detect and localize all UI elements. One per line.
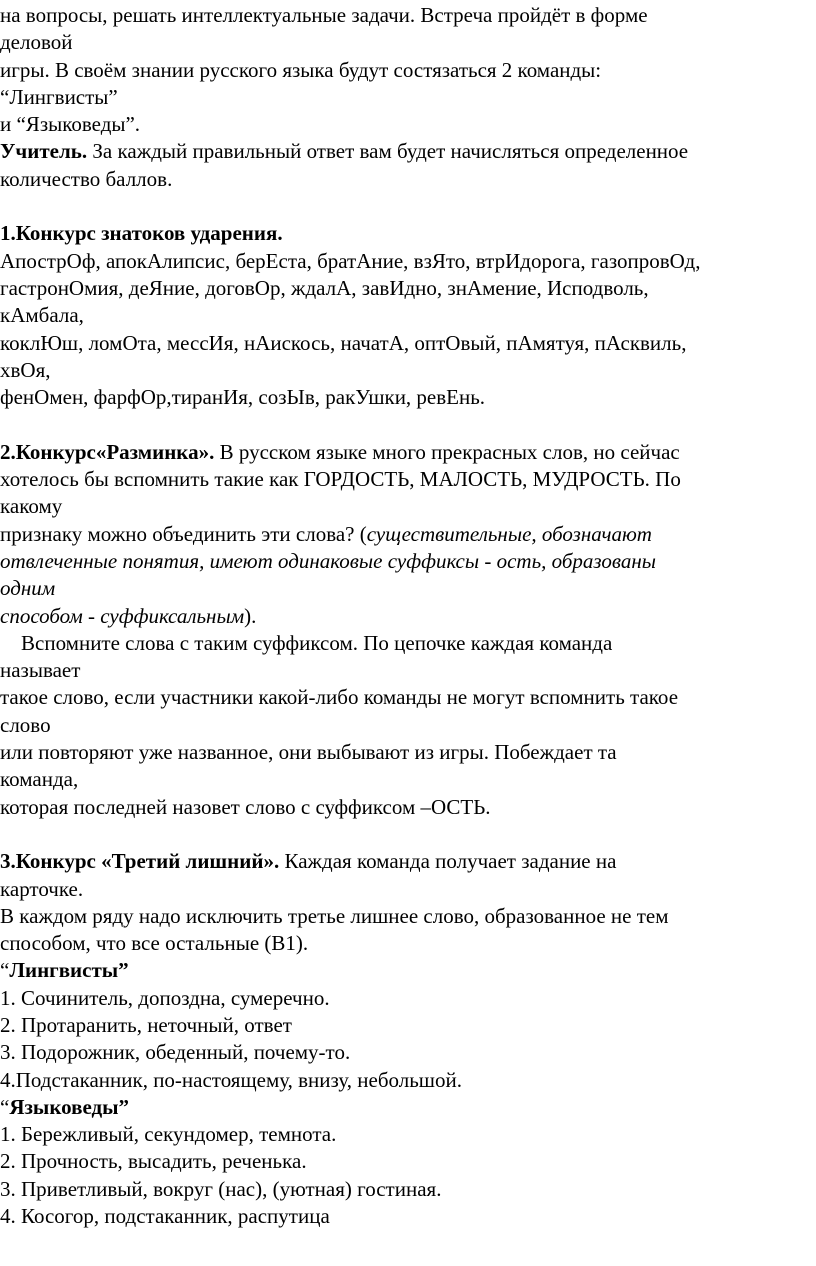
contest1-line-4: коклЮш, ломОта, мессИя, нАискось, начатА, оптОвый, пАмятуя, пАсквиль, [0,330,687,355]
contest1-title-text: 1.Конкурс знатоков ударения. [0,221,283,246]
contest3-line-4: способом, что все остальные (В1). [0,931,309,956]
intro-line-4: “Лингвисты” [0,84,118,109]
contest3-title: 3.Конкурс «Третий лишний». [0,849,280,874]
spacer [0,411,816,438]
contest3-text-1: Каждая команда получает задание на [279,849,617,874]
contest1-title [0,220,816,247]
contest3-title-line [0,848,816,875]
teacher-line-1 [0,138,816,165]
contest2-line-5 [0,548,816,575]
list-item: 1. Бережливый, секундомер, темнота. [0,1122,337,1147]
contest2-line-10: такое слово, если участники какой-либо команды не могут вспомнить такое [0,685,679,710]
contest2-line-2: хотелось бы вспомнить такие как ГОРДОСТЬ, МАЛОСТЬ, МУДРОСТЬ. По [0,467,681,492]
contest1-line-1: АпострОф, апокАлипсис, берЕста, братАние, взЯто, втрИдорога, газопровОд, [0,248,701,273]
teacher-text-1: За каждый правильный ответ вам будет начисляться определенное [87,139,689,164]
intro-line-5: и “Языковеды”. [0,112,141,137]
team2-open-quote: “ [0,1094,10,1119]
contest2-answer-4: способом - суффиксальным [0,603,245,628]
contest1-line-3: кАмбала, [0,303,84,328]
contest2-answer-1: существительные, обозначают [366,521,652,546]
contest2-answer-close: ). [244,603,257,628]
contest2-line-13: команда, [0,767,79,792]
contest2-title-line [0,439,816,466]
contest2-text-1: В русском языке много прекрасных слов, но сейчас [214,439,680,464]
contest1-line-2: гастронОмия, деЯние, договОр, ждалА, завИдно, знАмение, Исподволь, [0,275,649,300]
contest2-question: признаку можно объединить эти слова? ( [0,521,367,546]
contest2-line-7 [0,603,816,630]
contest1-line-5: хвОя, [0,357,51,382]
list-item: 4.Подстаканник, по-настоящему, внизу, небольшой. [0,1067,462,1092]
contest2-answer-2: отвлеченные понятия, имеют одинаковые суффиксы - ость, образованы [0,548,656,573]
teacher-label: Учитель. [0,139,88,164]
contest2-line-14: которая последней назовет слово с суффиксом –ОСТЬ. [0,794,491,819]
spacer [0,193,816,220]
contest2-line-6 [0,575,816,602]
list-item: 2. Прочность, высадить, реченька. [0,1149,307,1174]
team2-heading [0,1094,816,1121]
teacher-line-2: количество баллов. [0,166,173,191]
intro-line-3: игры. В своём знании русского языка будут состязаться 2 команды: [0,57,602,82]
contest2-answer-3: одним [0,576,56,601]
intro-line-1: на вопросы, решать интеллектуальные задачи. Встреча пройдёт в форме [0,3,648,27]
contest2-instruction-1: Вспомните слова с таким суффиксом. По цепочке каждая команда [0,630,613,655]
contest3-line-3: В каждом ряду надо исключить третье лишнее слово, образованное не тем [0,903,669,928]
contest2-line-3: какому [0,494,63,519]
intro-line-2: деловой [0,30,73,55]
team1-open-quote: “ [0,958,10,983]
contest2-line-4 [0,521,816,548]
spacer [0,821,816,848]
list-item: 4. Косогор, подстаканник, распутица [0,1204,330,1229]
contest2-line-12: или повторяют уже названное, они выбывают из игры. Побеждает та [0,740,617,765]
contest2-line-8 [0,630,816,657]
contest1-line-6: фенОмен, фарфОр,тиранИя, созЫв, ракУшки, ревЕнь. [0,385,486,410]
contest2-line-9: называет [0,658,81,683]
list-item: 2. Протаранить, неточный, ответ [0,1012,292,1037]
list-item: 3. Подорожник, обеденный, почему-то. [0,1040,351,1065]
list-item: 3. Приветливый, вокруг (нас), (уютная) гостиная. [0,1176,442,1201]
contest2-line-11: слово [0,712,51,737]
team2-name: Языковеды” [9,1094,130,1119]
team1-heading [0,957,816,984]
team1-name: Лингвисты” [9,958,129,983]
contest3-line-2: карточке. [0,876,84,901]
contest2-title: 2.Конкурс«Разминка». [0,439,215,464]
list-item: 1. Сочинитель, допоздна, сумеречно. [0,985,330,1010]
